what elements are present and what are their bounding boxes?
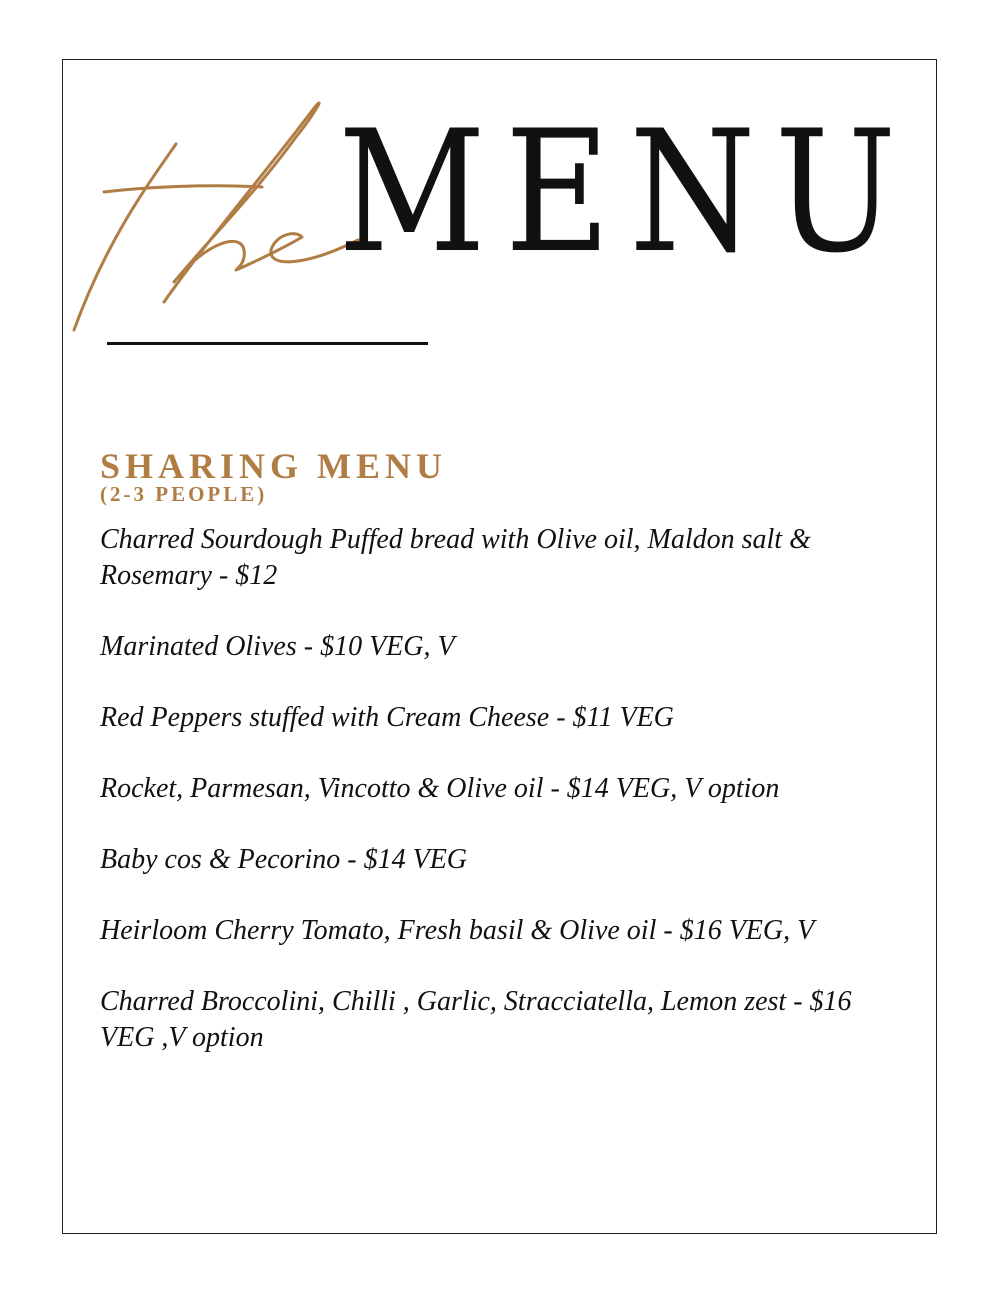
menu-item: Rocket, Parmesan, Vincotto & Olive oil - $14 VEG, V option bbox=[100, 773, 780, 804]
menu-item: Heirloom Cherry Tomato, Fresh basil & Olive oil - $16 VEG, V bbox=[100, 915, 815, 946]
menu-title: MENU bbox=[338, 94, 916, 290]
section-heading: SHARING MENU bbox=[100, 446, 448, 486]
section-subheading: (2-3 PEOPLE) bbox=[100, 482, 268, 506]
menu-item: Charred Sourdough Puffed bread with Olive oil, Maldon salt & Rosemary - $12 bbox=[100, 524, 811, 591]
title-underline bbox=[107, 342, 428, 345]
menu-item: Baby cos & Pecorino - $14 VEG bbox=[100, 844, 468, 875]
menu-item: Marinated Olives - $10 VEG, V bbox=[100, 631, 455, 662]
menu-item: Charred Broccolini, Chilli , Garlic, Stracciatella, Lemon zest - $16 VEG ,V option bbox=[100, 986, 852, 1053]
menu-item: Red Peppers stuffed with Cream Cheese - $11 VEG bbox=[100, 702, 674, 733]
the-script-logo bbox=[66, 92, 366, 342]
menu-items-list bbox=[100, 522, 900, 1091]
